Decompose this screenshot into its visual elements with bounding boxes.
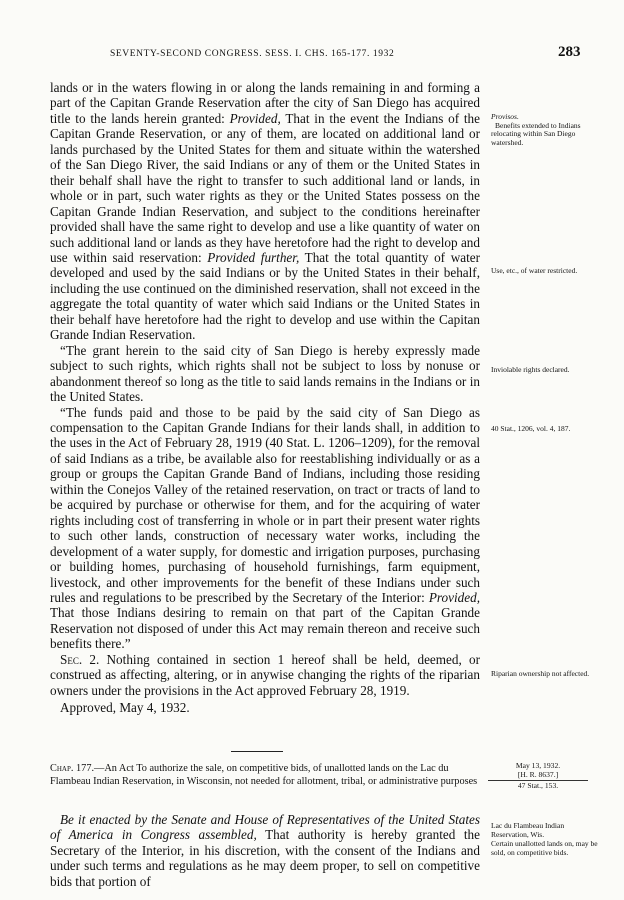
sidenote-certain-lands: Certain unallotted lands on, may be sold, on competitive bids. [491, 839, 598, 857]
statute-citation: 47 Stat., 153. [517, 781, 559, 791]
sidenote-statute: 40 Stat., 1206, vol. 4, 187. [491, 424, 571, 433]
main-text [50, 80, 480, 716]
bill-date: May 13, 1932. [515, 761, 561, 770]
chapter-title: —An Act To authorize the sale, on competitive bids, of unallotted lands on the Lac du Flambeau Indian Reservation, in Wisconsin, not needed for allotment, tribal, or administrative purposes [50, 763, 478, 787]
paragraph-2: “The grant herein to the said city of San Diego is hereby expressly made subject to such rights, which rights shall not be subject to loss by nonuse or abandonment thereof so long as the title to said lands remains in the Indians or in the United States. [50, 342, 480, 405]
running-title: SEVENTY-SECOND CONGRESS. SESS. I. CHS. 165-177. 1932 [110, 49, 395, 59]
section-2: Sec. 2. Nothing contained in section 1 hereof shall be held, deemed, or construed as affecting, altering, or in anywise changing the rights of the riparian owners under the provisions in the Act approved February 28, 1919. [50, 651, 481, 698]
running-header [0, 40, 624, 60]
section-label: Sec. 2. [60, 651, 100, 667]
approved-line: Approved, May 4, 1932. [60, 700, 190, 716]
enacting-clause: Be it enacted by the Senate and House of Representatives of the United States of America in Congress assembled, That authority is hereby granted the Secretary of the Interior, in his discretion, with the consent of the Indians and under such terms and regulations as he may deem proper, to sell on competitive bids that portion of [50, 812, 480, 889]
page-number: 283 [558, 44, 581, 60]
bill-info [488, 762, 588, 791]
sidenote-inviolable: Inviolable rights declared. [491, 365, 570, 374]
section-divider [231, 751, 283, 752]
sidenote-riparian: Riparian ownership not affected. [491, 669, 590, 678]
bill-number: [H. R. 8637.] [517, 769, 559, 779]
sidenote-lac-du-flambeau: Lac du Flambeau Indian Reservation, Wis. [491, 821, 565, 839]
sidenote-provisos: Provisos. Benefits extended to Indians relocating within San Diego watershed. [491, 112, 581, 147]
paragraph-1: lands or in the waters flowing in or along the lands remaining in and forming a part of the Capitan Grande Reservation after the city of San Diego has acquired title to the lands herein granted: Provided, That in the event the Indians of the Capitan Grande Reservation, or any of them, are located on additional land or lands purchased by the United States for them and situate within the watershed of the San Diego River, the said Indians or any of them or the United States in their behalf shall have the right to transfer to such additional land or lands, in whole or in part, such water rights as they or the United States possess on the Capitan Grande Indian Reservation, and subject to the conditions hereinafter provided shall have the same right to develop and use a like quantity of water on such additional land or lands as they have heretofore had the right to develop and use within said reservation: Provided further, That the total quantity of water developed and used by the said Indians or by the United States in their behalf, including the use continued on the diminished reservation, shall not exceed in the aggregate the total quantity of water which said Indians or the United States in their behalf have heretofore had the right to develop and use within the Capitan Grande Indian Reservation. [50, 80, 481, 343]
paragraph-3: “The funds paid and those to be paid by the said city of San Diego as compensation to the Capitan Grande Indians for their lands shall, in addition to the uses in the Act of February 28, 1919 (40 Stat. L. 1206–1209), for the removal of said Indians as a tribe, be available also for reestablishing individually or as a group or groups the Capitan Grande Band of Indians, including those residing within the Conejos Valley of the retained reservation, on tract or tracts of land to be acquired by purchase or otherwise for them, and for the acquiring of water rights including cost of transferring in whole or in part their present water rights to such other lands, construction of necessary water works, including the development of a water supply, for domestic and irrigation purposes, purchasing or building homes, purchasing of household furnishings, farm equipment, livestock, and other improvements for the benefit of these Indians under such rules and regulations to be prescribed by the Secretary of the Interior: Provided, That those Indians desiring to remain on that part of the Capitan Grande Reservation not disposed of under this Act may remain thereon and receive such benefits there.” [50, 404, 480, 652]
sidenote-water-use: Use, etc., of water restricted. [491, 266, 578, 275]
chapter-heading [50, 763, 482, 788]
chapter-label: Chap. 177. [50, 763, 95, 774]
